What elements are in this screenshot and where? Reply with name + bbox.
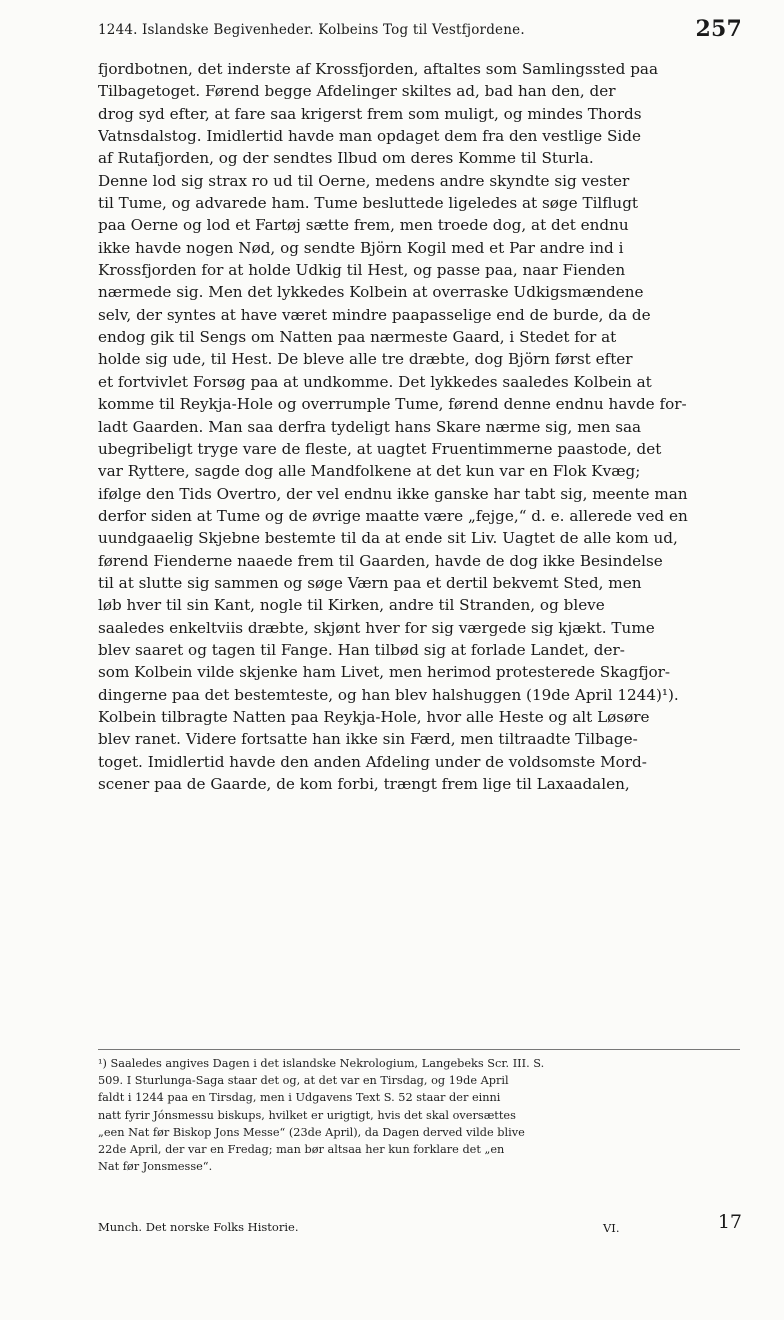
body-line: ladt Gaarden. Man saa derfra tydeligt hans Skare nærme sig, men saa — [98, 417, 642, 436]
footnote-line: 509. I Sturlunga-Saga staar det og, at det var en Tirsdag, og 19de April — [98, 1074, 509, 1088]
running-header — [98, 16, 742, 48]
footnote-line: 22de April, der var en Fredag; man bør altsaa her kun forklare det „en — [98, 1142, 505, 1156]
body-line: Vatnsdalstog. Imidlertid havde man opdaget dem fra den vestlige Side — [98, 127, 641, 146]
body-line: toget. Imidlertid havde den anden Afdeling under de voldsomste Mord- — [98, 752, 647, 771]
body-line: paa Oerne og lod et Fartøj sætte frem, men troede dog, at det endnu — [98, 216, 629, 235]
body-line: fjordbotnen, det inderste af Krossfjorden, aftaltes som Samlingssted paa — [98, 60, 659, 78]
body-line: drog syd efter, at fare saa krigerst frem som muligt, og mindes Thords — [98, 104, 642, 123]
body-line: var Ryttere, sagde dog alle Mandfolkene at det kun var en Flok Kvæg; — [98, 462, 641, 481]
body-line: komme til Reykja-Hole og overrumple Tume, førend denne endnu havde for- — [98, 395, 687, 414]
footnote-divider — [98, 1049, 740, 1050]
body-line: Denne lod sig strax ro ud til Oerne, medens andre skyndte sig vester — [98, 171, 630, 190]
footnote-line: Nat før Jonsmesse“. — [98, 1160, 213, 1174]
header-year: 1244. — [98, 22, 138, 38]
body-line: holde sig ude, til Hest. De bleve alle tre dræbte, dog Björn først efter — [98, 350, 633, 369]
footer-sheet: VI. — [603, 1221, 620, 1235]
body-line: løb hver til sin Kant, nogle til Kirken, andre til Stranden, og bleve — [98, 596, 605, 615]
footer-sheet-number: 17 — [717, 1211, 742, 1233]
body-line: dingerne paa det bestemteste, og han blev halshuggen (19de April 1244)¹). — [98, 685, 679, 704]
footer-signature: Munch. Det norske Folks Historie. — [98, 1220, 299, 1234]
body-line: nærmede sig. Men det lykkedes Kolbein at overraske Udkigsmændene — [98, 283, 644, 302]
body-line: til Tume, og advarede ham. Tume besluttede ligeledes at søge Tilflugt — [98, 194, 639, 213]
body-line: Krossfjorden for at holde Udkig til Hest, og passe paa, naar Fienden — [98, 261, 626, 280]
footnote-line: „een Nat før Biskop Jons Messe“ (23de April), da Dagen derved vilde blive — [98, 1125, 525, 1139]
body-line: blev ranet. Videre fortsatte han ikke sin Færd, men tiltraadte Tilbage- — [98, 730, 638, 749]
body-line: uundgaaelig Skjebne bestemte til da at ende sit Liv. Uagtet de alle kom ud, — [98, 529, 678, 548]
body-line: til at slutte sig sammen og søge Værn paa et dertil bekvemt Sted, men — [98, 573, 642, 592]
body-line: endog gik til Sengs om Natten paa nærmeste Gaard, i Stedet for at — [98, 328, 617, 347]
body-line: Tilbagetoget. Førend begge Afdelinger skiltes ad, bad han den, der — [98, 82, 616, 101]
footnote-line: natt fyrir Jónsmessu biskups, hvilket er urigtigt, hvis det skal oversættes — [98, 1108, 516, 1122]
body-line: ubegribeligt tryge vare de fleste, at uagtet Fruentimmerne paastode, det — [98, 439, 662, 458]
body-line: derfor siden at Tume og de øvrige maatte være „fejge,“ d. e. allerede ved en — [98, 506, 688, 525]
body-line: scener paa de Gaarde, de kom forbi, trængt frem lige til Laxaadalen, — [98, 775, 630, 793]
footnote-line: ¹) Saaledes angives Dagen i det islandske Nekrologium, Langebeks Scr. III. S. — [98, 1057, 545, 1070]
page-number: 257 — [695, 16, 742, 42]
body-line: ifølge den Tids Overtro, der vel endnu ikke ganske har tabt sig, meente man — [98, 484, 688, 503]
body-line: ikke havde nogen Nød, og sendte Björn Kogil med et Par andre ind i — [98, 238, 624, 257]
body-line: Kolbein tilbragte Natten paa Reykja-Hole, hvor alle Heste og alt Løsøre — [98, 707, 650, 726]
body-line: af Rutafjorden, og der sendtes Ilbud om deres Komme til Sturla. — [98, 149, 594, 168]
footnotes — [98, 1055, 740, 1175]
page-footer — [98, 1211, 742, 1238]
body-line: som Kolbein vilde skjenke ham Livet, men herimod protesterede Skagfjor- — [98, 663, 671, 682]
body-line: blev saaret og tagen til Fange. Han tilbød sig at forlade Landet, der- — [98, 640, 625, 659]
body-line: saaledes enkeltviis dræbte, skjønt hver for sig værgede sig kjækt. Tume — [98, 618, 655, 637]
header-running-title: Islandske Begivenheder. Kolbeins Tog til Vestfjordene. — [142, 22, 525, 38]
footnote-line: faldt i 1244 paa en Tirsdag, men i Udgavens Text S. 52 staar der einni — [98, 1091, 501, 1105]
body-text — [98, 58, 740, 795]
body-line: et fortvivlet Forsøg paa at undkomme. Det lykkedes saaledes Kolbein at — [98, 372, 652, 391]
body-line: selv, der syntes at have været mindre paapasselige end de burde, da de — [98, 305, 651, 324]
body-line: førend Fienderne naaede frem til Gaarden, havde de dog ikke Besindelse — [98, 551, 663, 570]
